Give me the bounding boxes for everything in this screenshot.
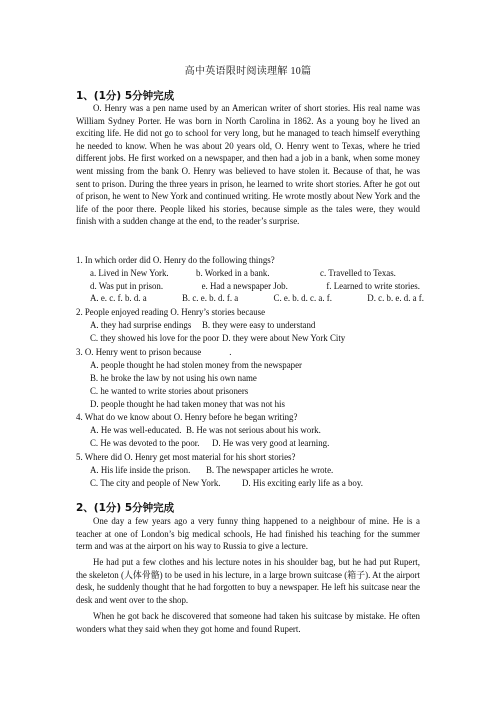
section-2-paragraph-3: When he got back he discovered that someone had taken his suitcase by mistake. He often wonders what they said when they got home and found Rupert. xyxy=(76,611,420,634)
q4-options-row-1 xyxy=(90,424,420,437)
q1-item-f: f. Learned to write stories. xyxy=(326,281,420,291)
question-1: 1. In which order did O. Henry do the following things? xyxy=(76,255,275,265)
q1-options xyxy=(90,292,424,305)
document-title: 高中英语限时阅读理解 10篇 xyxy=(184,66,312,77)
q4-option-d: D. He was very good at learning. xyxy=(212,438,330,448)
q1-item-d: d. Was put in prison. xyxy=(90,281,164,291)
q3-option-c: C. he wanted to write stories about prisoners xyxy=(90,386,249,396)
q2-option-d: D. they were about New York City xyxy=(222,333,346,343)
section-2-paragraph-1: One day a few years ago a very funny thing happened to a neighbour of mine. He is a teacher at one of London’s big medical schools, He had finished his teaching for the summer term and was at the airport on his way to Russia to give a lecture. xyxy=(76,516,420,552)
q1-item-e: e. Had a newspaper Job. xyxy=(201,281,288,291)
q5-option-b: B. The newspaper articles he wrote. xyxy=(206,465,334,475)
q4-options-row-2 xyxy=(90,437,420,450)
q1-option-d: D. c. b. e. d. a f. xyxy=(367,293,424,303)
q1-option-c: C. e. b. d. c. a. f. xyxy=(273,293,332,303)
question-4: 4. What do we know about O. Henry before he began writing? xyxy=(76,412,298,422)
question-3-tail: . xyxy=(229,347,232,357)
section-1-heading: 1、(1分) 5分钟完成 xyxy=(76,90,175,102)
q2-options-row-1 xyxy=(90,319,420,332)
q1-item-a: a. Lived in New York. xyxy=(90,268,169,278)
q2-option-b: B. they were easy to understand xyxy=(202,320,316,330)
q4-option-b: B. He was not serious about his work. xyxy=(186,425,321,435)
question-3-text: 3. O. Henry went to prison because xyxy=(76,347,202,357)
q4-option-a: A. He was well-educated. xyxy=(90,425,182,435)
q2-option-a: A. they had surprise endings xyxy=(90,320,192,330)
q3-option-b: B. he broke the law by not using his own name xyxy=(90,373,257,383)
q1-option-a: A. e. c. f. b. d. a xyxy=(90,293,147,303)
question-5: 5. Where did O. Henry get most material for his short stories? xyxy=(76,452,296,462)
question-2: 2. People enjoyed reading O. Henry’s stories because xyxy=(76,307,266,317)
q1-option-b: B. c. e. b. d. f. a xyxy=(182,293,239,303)
section-1-passage: O. Henry was a pen name used by an American writer of short stories. His real name was William Sydney Porter. He was born in North Carolina in 1862. As a young boy he lived an exciting life. He did not go to school for very long, but he managed to teach himself everything he needed to know. When he was about 20 years old, O. Henry went to Texas, where he tried different jobs. He first worked on a newspaper, and then had a job in a bank, when some money went missing from the bank O. Henry was believed to have stolen it. Because of that, he was sent to prison. During the three years in prison, he learned to write short stories. After he got out of prison, he went to New York and continued writing. He wrote mostly about New York and the life of the poor there. People liked his stories, because simple as the tales were, they would finish with a sudden change at the end, to the reader’s surprise. xyxy=(76,103,420,227)
q5-option-d: D. His exciting early life as a boy. xyxy=(242,478,363,488)
q5-options-row-1 xyxy=(90,464,420,477)
q3-option-a: A. people thought he had stolen money from the newspaper xyxy=(90,360,302,370)
section-2-heading: 2、(1分) 5分钟完成 xyxy=(76,502,175,514)
q1-item-c: c. Travelled to Texas. xyxy=(320,268,396,278)
q2-options-row-2 xyxy=(90,332,420,345)
q3-option-d: D. people thought he had taken money that was not his xyxy=(90,399,285,409)
q5-option-a: A. His life inside the prison. xyxy=(90,465,191,475)
question-3 xyxy=(76,346,420,359)
section-2-paragraph-2: He had put a few clothes and his lecture notes in his shoulder bag, but he had put Rupert, the skeleton (人体骨骼) to be used in his lecture, in a large brown suitcase (箱子). At the airport desk, he suddenly thought that he had forgotten to buy a newspaper. He left his suitcase near the desk and went over to the shop. xyxy=(76,557,420,605)
q4-option-c: C. He was devoted to the poor. xyxy=(90,438,200,448)
q2-option-c: C. they showed his love for the poor xyxy=(90,333,220,343)
q5-option-c: C. The city and people of New York. xyxy=(90,478,221,488)
q1-item-b: b. Worked in a bank. xyxy=(196,268,270,278)
q5-options-row-2 xyxy=(90,477,420,490)
q1-items-row-1 xyxy=(90,267,420,280)
q1-items-row-2 xyxy=(90,280,420,293)
